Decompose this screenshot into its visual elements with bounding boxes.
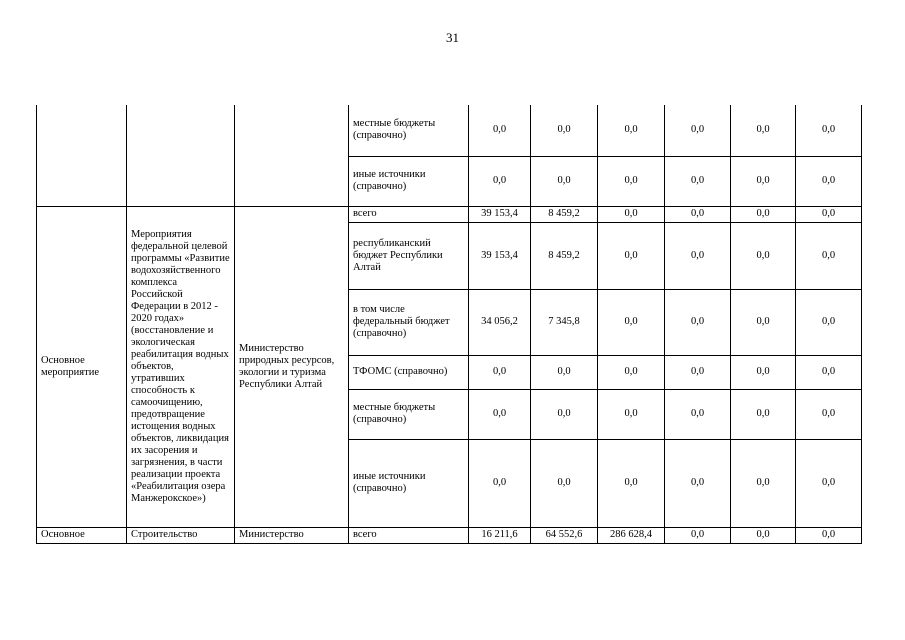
value-cell: 0,0 — [531, 439, 598, 527]
value-cell: 0,0 — [665, 527, 731, 543]
table-row — [37, 105, 862, 156]
value-cell: 16 211,6 — [469, 527, 531, 543]
value-cell: 0,0 — [598, 355, 665, 389]
source-cell: республиканский бюджет Республики Алтай — [349, 222, 469, 289]
value-cell: 0,0 — [531, 156, 598, 206]
value-cell: 64 552,6 — [531, 527, 598, 543]
source-cell: местные бюджеты (справочно) — [349, 389, 469, 439]
value-cell: 0,0 — [796, 389, 862, 439]
value-cell: 0,0 — [796, 289, 862, 355]
source-cell: иные источники (справочно) — [349, 156, 469, 206]
value-cell: 0,0 — [731, 222, 796, 289]
source-cell: местные бюджеты (справочно) — [349, 105, 469, 156]
value-cell: 39 153,4 — [469, 206, 531, 222]
value-cell: 0,0 — [796, 222, 862, 289]
value-cell: 8 459,2 — [531, 206, 598, 222]
source-cell: в том числе федеральный бюджет (справочно) — [349, 289, 469, 355]
page-number: 31 — [446, 30, 459, 45]
value-cell: 0,0 — [665, 439, 731, 527]
value-cell: 0,0 — [598, 156, 665, 206]
value-cell: 0,0 — [469, 389, 531, 439]
value-cell: 0,0 — [731, 389, 796, 439]
value-cell: 0,0 — [598, 439, 665, 527]
value-cell: 0,0 — [665, 222, 731, 289]
value-cell: 0,0 — [665, 105, 731, 156]
value-cell: 0,0 — [731, 355, 796, 389]
value-cell: 0,0 — [531, 355, 598, 389]
value-cell: 0,0 — [731, 289, 796, 355]
value-cell: 34 056,2 — [469, 289, 531, 355]
value-cell: 0,0 — [531, 105, 598, 156]
value-cell: 0,0 — [796, 439, 862, 527]
value-cell: 0,0 — [796, 206, 862, 222]
value-cell: 0,0 — [731, 105, 796, 156]
executor-cell: Министерство природных ресурсов, экологии и туризма Республики Алтай — [235, 206, 349, 527]
value-cell: 0,0 — [598, 289, 665, 355]
value-cell: 0,0 — [598, 222, 665, 289]
value-cell: 0,0 — [796, 156, 862, 206]
value-cell: 0,0 — [469, 355, 531, 389]
value-cell: 0,0 — [531, 389, 598, 439]
value-cell: 0,0 — [731, 206, 796, 222]
value-cell: 0,0 — [796, 105, 862, 156]
value-cell: 0,0 — [598, 389, 665, 439]
value-cell: 0,0 — [665, 355, 731, 389]
table-row — [37, 206, 862, 222]
value-cell: 7 345,8 — [531, 289, 598, 355]
table-row — [37, 527, 862, 543]
value-cell: 0,0 — [665, 289, 731, 355]
value-cell: 8 459,2 — [531, 222, 598, 289]
measure-type-cell — [37, 105, 127, 206]
measure-name-cell: Мероприятия федеральной целевой программы «Развитие водохозяйственного комплекса Российской Федерации в 2012 - 2020 годах» (восстановление и экологическая реабилитация водных объектов, утративших способность к самоочищению, предотвращение истощения водных объектов, ликвидация их засорения и загрязнения, в части реализации проекта «Реабилитация озера Манжерокское») — [127, 206, 235, 527]
source-cell: иные источники (справочно) — [349, 439, 469, 527]
value-cell: 0,0 — [469, 105, 531, 156]
executor-cell — [235, 105, 349, 206]
measure-type-cell: Основное — [37, 527, 127, 543]
source-cell: всего — [349, 527, 469, 543]
value-cell: 0,0 — [469, 156, 531, 206]
measure-name-cell — [127, 105, 235, 206]
budget-table — [36, 105, 862, 544]
value-cell: 0,0 — [665, 156, 731, 206]
value-cell: 0,0 — [598, 105, 665, 156]
value-cell: 286 628,4 — [598, 527, 665, 543]
value-cell: 39 153,4 — [469, 222, 531, 289]
value-cell: 0,0 — [469, 439, 531, 527]
value-cell: 0,0 — [665, 206, 731, 222]
value-cell: 0,0 — [796, 527, 862, 543]
value-cell: 0,0 — [598, 206, 665, 222]
measure-name-cell: Строительство — [127, 527, 235, 543]
value-cell: 0,0 — [731, 439, 796, 527]
value-cell: 0,0 — [796, 355, 862, 389]
value-cell: 0,0 — [731, 156, 796, 206]
measure-type-cell: Основное мероприятие — [37, 206, 127, 527]
source-cell: ТФОМС (справочно) — [349, 355, 469, 389]
value-cell: 0,0 — [731, 527, 796, 543]
source-cell: всего — [349, 206, 469, 222]
value-cell: 0,0 — [665, 389, 731, 439]
executor-cell: Министерство — [235, 527, 349, 543]
